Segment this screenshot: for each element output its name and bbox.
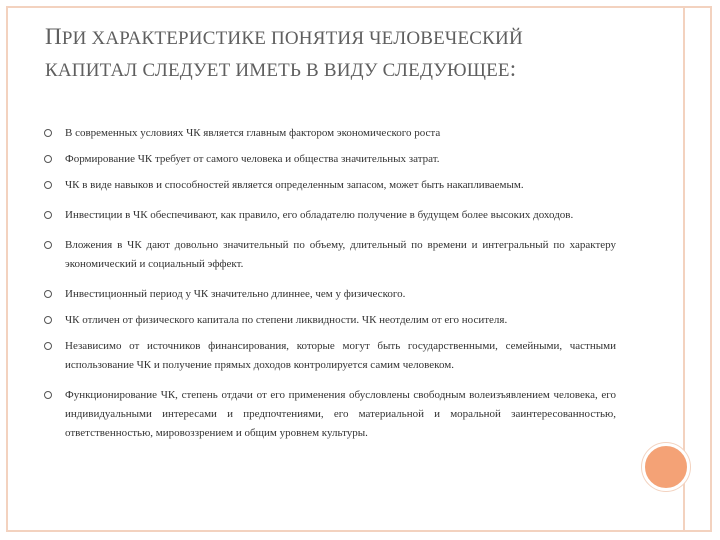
list-item: Инвестиции в ЧК обеспечивают, как правило, его обладателю получение в будущем более высоких доходов. xyxy=(44,206,616,225)
slide-title xyxy=(45,22,645,86)
title-line-1 xyxy=(45,22,645,54)
bullet-icon xyxy=(44,316,52,324)
bullet-icon xyxy=(44,290,52,298)
bullet-icon xyxy=(44,241,52,249)
bullet-icon xyxy=(44,211,52,219)
title-line-1-rest: РИ ХАРАКТЕРИСТИКЕ ПОНЯТИЯ ЧЕЛОВЕЧЕСКИЙ xyxy=(61,28,523,49)
list-item: Независимо от источников финансирования, которые могут быть государственными, семейными, частными использование ЧК и получение прямых доходов контролируется самим человеком. xyxy=(44,337,616,375)
list-item: В современных условиях ЧК является главным фактором экономического роста xyxy=(44,124,616,143)
list-item: Функционирование ЧК, степень отдачи от его применения обусловлены свободным волеизъявлением человека, его индивидуальными интересами и предпочтениями, его материальной и моральной заинтересованностью, ответственностью, мировоззрением и общим уровнем культуры. xyxy=(44,386,616,443)
list-item: ЧК в виде навыков и способностей является определенным запасом, может быть накапливаемым. xyxy=(44,176,616,195)
title-line-2: КАПИТАЛ СЛЕДУЕТ ИМЕТЬ В ВИДУ СЛЕДУЮЩЕЕ: xyxy=(45,56,517,81)
list-item: Инвестиционный период у ЧК значительно длиннее, чем у физического. xyxy=(44,285,616,304)
title-initial: П xyxy=(45,24,62,49)
list-item: ЧК отличен от физического капитала по степени ликвидности. ЧК неотделим от его носителя. xyxy=(44,311,616,330)
bullet-icon xyxy=(44,155,52,163)
bullet-icon xyxy=(44,129,52,137)
bullet-icon xyxy=(44,181,52,189)
bullet-list xyxy=(44,124,616,443)
bullet-icon xyxy=(44,342,52,350)
list-item: Формирование ЧК требует от самого человека и общества значительных затрат. xyxy=(44,150,616,169)
decorative-orange-circle xyxy=(642,443,690,491)
list-item: Вложения в ЧК дают довольно значительный по объему, длительный по времени и интегральный по характеру экономический и социальный эффект. xyxy=(44,236,616,274)
bullet-icon xyxy=(44,391,52,399)
